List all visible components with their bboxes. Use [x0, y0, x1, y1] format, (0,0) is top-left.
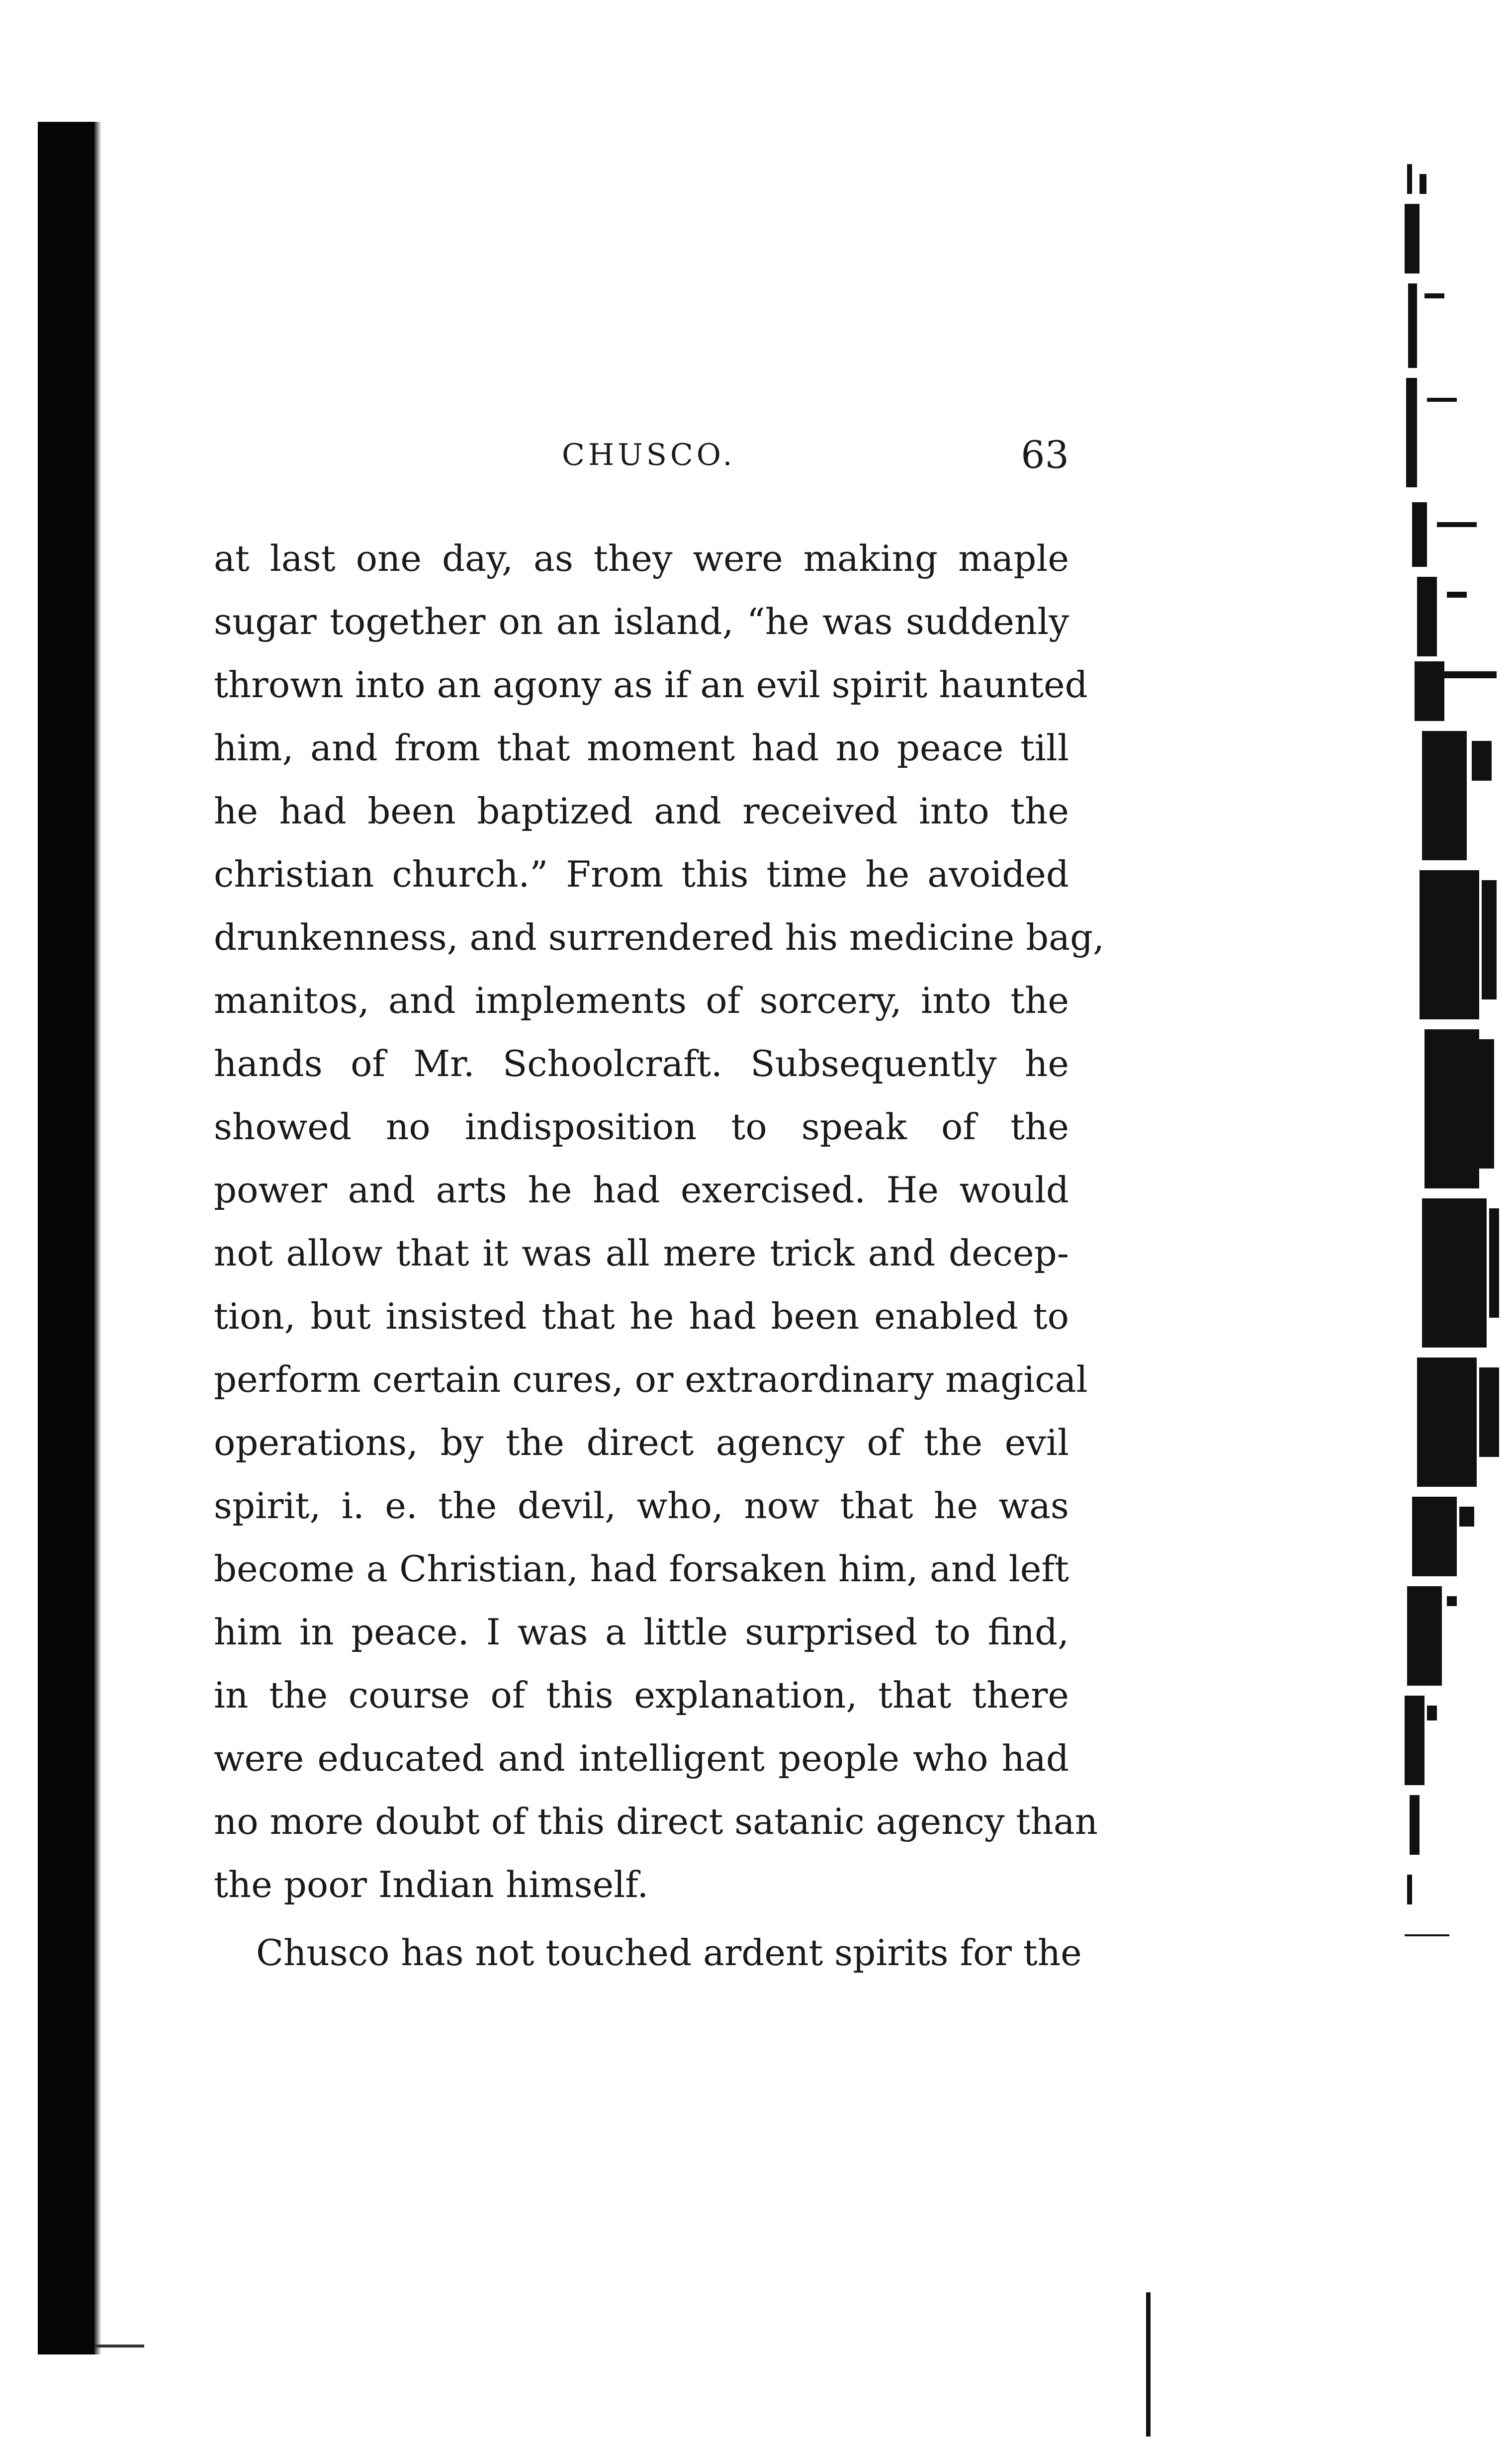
text-line: he had been baptized and received into the	[214, 790, 1069, 832]
text-line: at last one day, as they were making maple	[214, 538, 1069, 579]
paragraph-gap	[214, 1916, 1069, 1921]
scan-binding-foot	[94, 2345, 144, 2348]
text-line: sugar together on an island, “he was suddenly	[214, 601, 1069, 642]
text-line: power and arts he had exercised. He would	[214, 1169, 1069, 1211]
paragraph-1	[214, 527, 1105, 1916]
text-line: him in peace. I was a little surprised to find,	[214, 1611, 1069, 1653]
text-line: thrown into an agony as if an evil spirit haunted	[214, 664, 1088, 706]
text-line: spirit, i. e. the devil, who, now that he was	[214, 1485, 1069, 1527]
paragraph-2	[214, 1921, 1082, 1985]
running-head	[214, 430, 1069, 480]
text-line: in the course of this explanation, that there	[214, 1674, 1069, 1716]
scan-binding-shadow	[38, 122, 97, 2354]
body-text	[214, 527, 1105, 1985]
page-number: 63	[1021, 433, 1069, 477]
text-line: no more doubt of this direct satanic agency than	[214, 1801, 1098, 1842]
text-line: christian church.” From this time he avoided	[214, 853, 1069, 895]
text-line: the poor Indian himself.	[214, 1864, 649, 1905]
text-line: him, and from that moment had no peace till	[214, 727, 1069, 769]
running-title: CHUSCO.	[562, 438, 736, 472]
scan-binding-edge	[94, 122, 101, 2354]
text-line: showed no indisposition to speak of the	[214, 1106, 1069, 1148]
scan-stray-mark	[1146, 2292, 1151, 2437]
text-line: drunkenness, and surrendered his medicine bag,	[214, 916, 1105, 958]
text-line: manitos, and implements of sorcery, into the	[214, 980, 1069, 1021]
text-line: perform certain cures, or extraordinary magical	[214, 1358, 1088, 1400]
text-line: were educated and intelligent people who had	[214, 1737, 1069, 1779]
text-line: tion, but insisted that he had been enabled to	[214, 1295, 1069, 1337]
text-line: Chusco has not touched ardent spirits for the	[256, 1932, 1082, 1974]
text-line: become a Christian, had forsaken him, and left	[214, 1548, 1069, 1590]
scan-edge-noise	[1377, 164, 1512, 2054]
text-line: operations, by the direct agency of the evil	[214, 1422, 1069, 1463]
text-line: hands of Mr. Schoolcraft. Subsequently he	[214, 1043, 1069, 1085]
text-line: not allow that it was all mere trick and decep-	[214, 1232, 1069, 1274]
